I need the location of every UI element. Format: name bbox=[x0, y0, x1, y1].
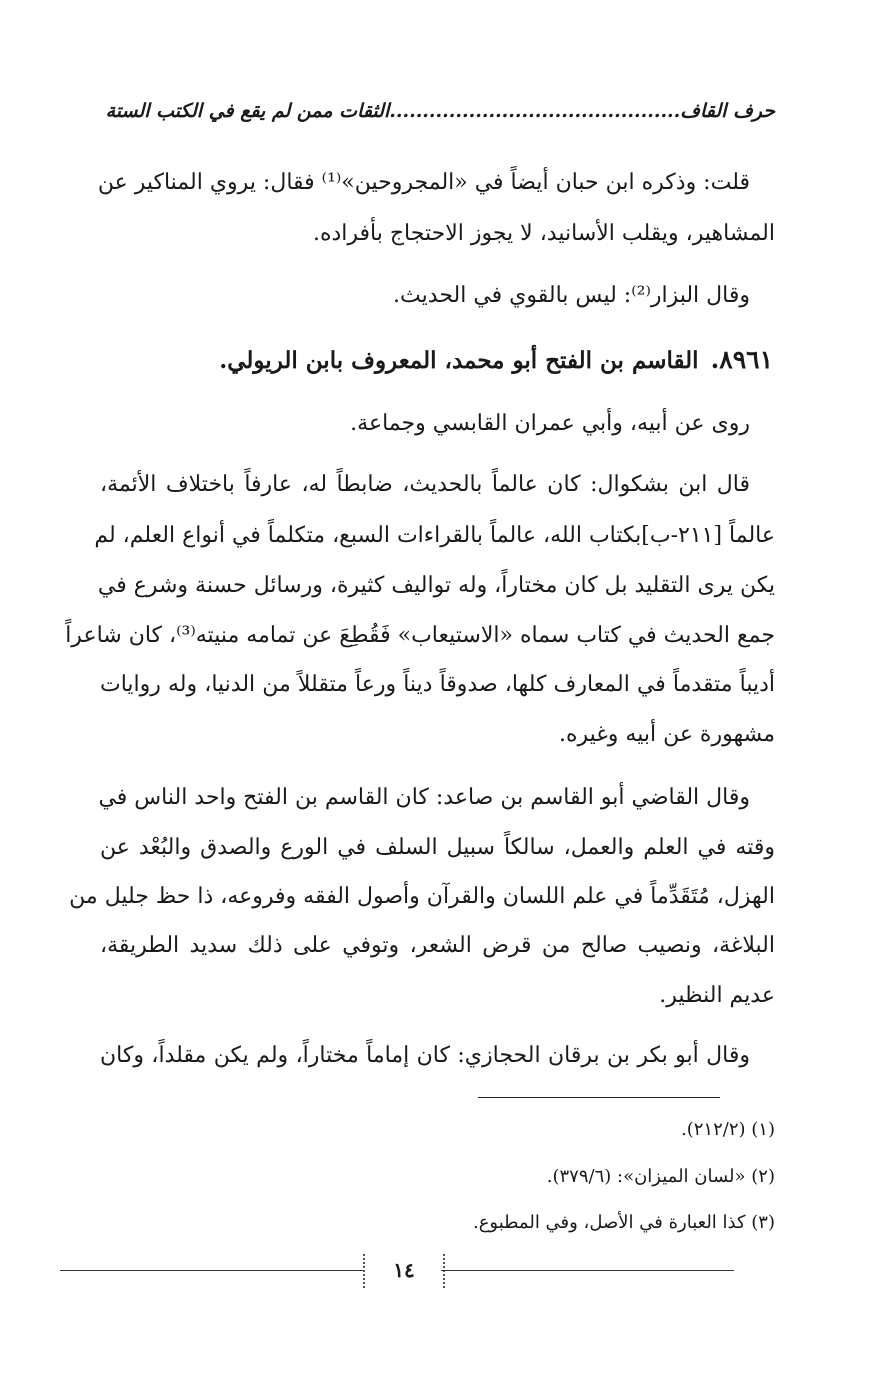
text-line: روى عن أبيه، وأبي عمران القابسي وجماعة. bbox=[350, 411, 750, 436]
page-number: ١٤ bbox=[363, 1254, 445, 1288]
footnote-separator bbox=[478, 1097, 720, 1098]
text-line: قال ابن بشكوال: كان عالماً بالحديث، ضابطاً له، عارفاً باختلاف الأئمة، bbox=[100, 472, 750, 497]
running-header bbox=[95, 100, 775, 122]
text-line: البلاغة، ونصيب صالح من قرض الشعر، وتوفي على ذلك سديد الطريقة، bbox=[100, 933, 775, 958]
entry-number: ٨٩٦١. bbox=[710, 345, 773, 374]
text-line: وقال البزار⁽²⁾: ليس بالقوي في الحديث. bbox=[393, 283, 750, 308]
text-line: وقته في العلم والعمل، سالكاً سبيل السلف في الورع والصدق والبُعْد عن bbox=[100, 835, 775, 860]
text-line: يكن يرى التقليد بل كان مختاراً، وله تواليف كثيرة، ورسائل حسنة وشرع في bbox=[97, 573, 775, 598]
page-rule-left bbox=[60, 1270, 363, 1271]
text-line: قلت: وذكره ابن حبان أيضاً في «المجروحين»⁽¹⁾ فقال: يروي المناكير عن bbox=[97, 170, 750, 195]
footnote: (١) (٢١٢/٢). bbox=[681, 1119, 775, 1140]
entry-title: القاسم بن الفتح أبو محمد، المعروف بابن الريولي. bbox=[219, 347, 699, 374]
text-line: مشهورة عن أبيه وغيره. bbox=[558, 722, 775, 747]
text-line: عالماً [٢١١-ب]بكتاب الله، عالماً بالقراءات السبع، متكلماً في أنواع العلم، لم bbox=[94, 523, 775, 548]
text-line: وقال أبو بكر بن برقان الحجازي: كان إماماً مختاراً، ولم يكن مقلداً، وكان bbox=[100, 1043, 750, 1068]
text-line: وقال القاضي أبو القاسم بن صاعد: كان القاسم بن الفتح واحد الناس في bbox=[98, 785, 750, 810]
header-chapter: حرف القاف bbox=[680, 100, 775, 122]
text-line: الهزل، مُتَقَدِّماً في علم اللسان والقرآن وأصول الفقه وفروعه، ذا حظ جليل من bbox=[69, 884, 775, 909]
page-rule-right bbox=[441, 1270, 734, 1271]
text-line: المشاهير، ويقلب الأسانيد، لا يجوز الاحتجاج بأفراده. bbox=[312, 221, 775, 246]
text-line: جمع الحديث في كتاب سماه «الاستيعاب» فَقُطِعَ عن تمامه منيته⁽³⁾، كان شاعراً bbox=[65, 623, 775, 648]
header-dots: ............................................ bbox=[389, 100, 681, 122]
footnote: (٢) «لسان الميزان»: (٣٧٩/٦). bbox=[546, 1166, 775, 1187]
text-line: أديباً متقدماً في المعارف كلها، صدوقاً ديناً ورعاً متقللاً من الدنيا، وله روايات bbox=[100, 672, 775, 697]
entry-heading bbox=[98, 340, 773, 380]
text-line: عديم النظير. bbox=[659, 983, 775, 1008]
footnote: (٣) كذا العبارة في الأصل، وفي المطبوع. bbox=[472, 1212, 775, 1233]
header-book-section: الثقات ممن لم يقع في الكتب الستة bbox=[105, 100, 390, 122]
